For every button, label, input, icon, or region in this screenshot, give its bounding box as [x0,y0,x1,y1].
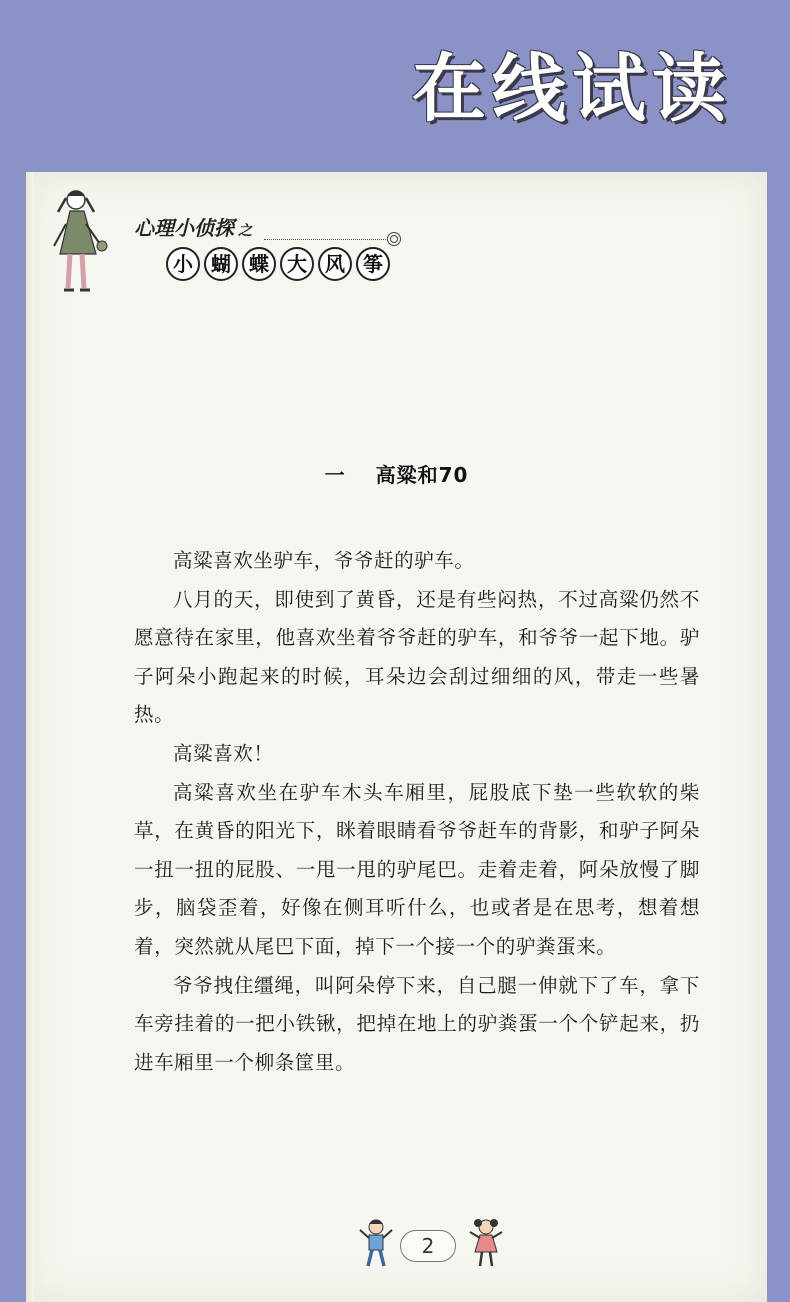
banner [0,0,790,170]
paragraph: 高粱喜欢坐驴车，爷爷赶的驴车。 [173,549,475,572]
chapter-body [134,542,700,1082]
book-page [26,172,767,1302]
page-number: 2 [400,1230,456,1262]
paragraph: 爷爷拽住缰绳，叫阿朵停下来，自己腿一伸就下了车，拿下车旁挂着的一把小铁锹，把掉在地上的驴粪蛋一个个铲起来，扔进车厢里一个柳条筐里。 [134,973,700,1074]
girl-illustration-icon [46,184,120,302]
book-title-char: 大 [280,247,314,281]
paragraph: 八月的天，即使到了黄昏，还是有些闷热，不过高粱仍然不愿意待在家里，他喜欢坐着爷爷赶的驴车，和爷爷一起下地。驴子阿朵小跑起来的时候，耳朵边会刮过细细的风，带走一些暑热。 [134,587,700,727]
series-name: 心理小侦探 [134,216,234,240]
page-footer [358,1214,504,1274]
chapter-heading [26,459,767,488]
series-title [134,212,252,241]
chapter-title: 高粱和70 [375,463,469,487]
book-title [166,247,390,281]
book-title-char: 蝶 [242,247,276,281]
paragraph: 高粱喜欢坐在驴车木头车厢里，屁股底下垫一些软软的柴草，在黄昏的阳光下，眯着眼睛看爷爷赶车的背影，和驴子阿朵一扭一扭的屁股、一甩一甩的驴尾巴。走着走着，阿朵放慢了脚步，脑袋歪着，好像在侧耳听什么，也或者是在思考，想着想着，突然就从尾巴下面，掉下一个接一个的驴粪蛋来。 [134,780,700,958]
girl-small-illustration-icon [468,1218,504,1270]
page-edge [26,172,34,1302]
chapter-number: 一 [324,463,346,487]
book-title-char: 筝 [356,247,390,281]
header-rule [264,239,386,240]
book-title-char: 蝴 [204,247,238,281]
book-title-char: 小 [166,247,200,281]
book-title-char: 风 [318,247,352,281]
paragraph: 高粱喜欢！ [173,741,274,765]
banner-title: 在线试读 [412,46,732,132]
series-suffix: 之 [238,223,252,239]
boy-illustration-icon [358,1218,394,1270]
ornament-circle-icon [386,231,402,247]
